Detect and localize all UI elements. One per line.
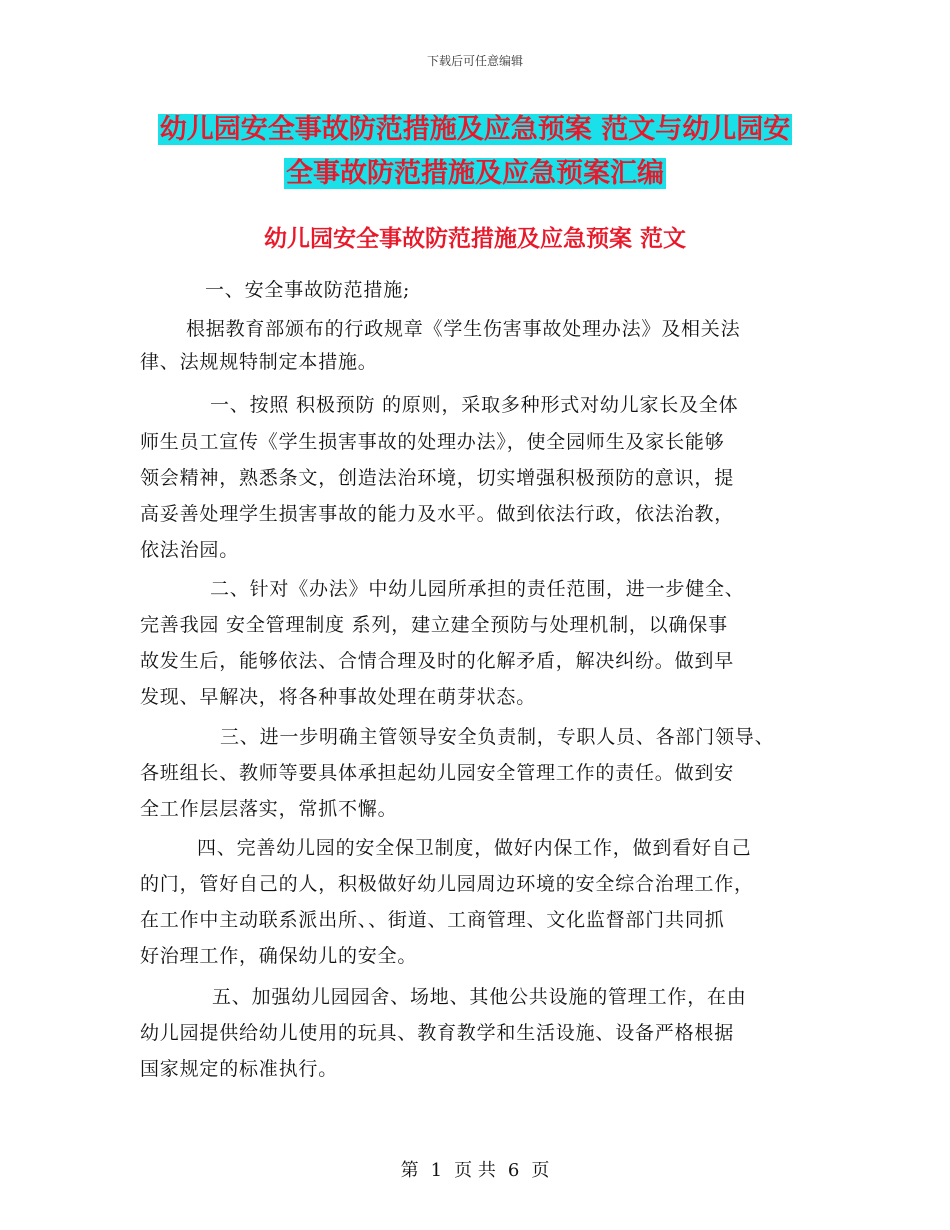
footer-prefix: 第 <box>400 1160 419 1181</box>
footer-middle: 页 共 <box>454 1160 496 1181</box>
body-line: 完善我园 安全管理制度 系列，建立建全预防与处理机制，以确保事 <box>140 614 728 636</box>
body-line: 领会精神，熟悉条文，创造法治环境，切实增强积极预防的意识，提 <box>140 467 735 489</box>
title-highlight-1: 幼儿园安全事故防范措施及应急预案 范文与幼儿园安 <box>159 114 791 145</box>
section-subtitle: 幼儿园安全事故防范措施及应急预案 范文 <box>263 225 686 252</box>
body-line: 的门，管好自己的人，积极做好幼儿园周边环境的安全综合治理工作， <box>140 873 754 895</box>
title-highlight-2: 全事故防范措施及应急预案汇编 <box>286 158 664 189</box>
body-line: 各班组长、教师等要具体承担起幼儿园安全管理工作的责任。做到安 <box>140 762 735 784</box>
page-footer <box>0 1156 950 1182</box>
body-line: 幼儿园提供给幼儿使用的玩具、教育教学和生活设施、设备严格根据 <box>140 1022 735 1044</box>
body-line: 好治理工作，确保幼儿的安全。 <box>140 945 418 967</box>
document-title-line-1 <box>0 110 950 150</box>
body-line: 一、按照 积极预防 的原则，采取多种形式对幼儿家长及全体 <box>210 394 739 416</box>
body-line: 故发生后，能够依法、合情合理及时的化解矛盾，解决纠纷。做到早 <box>140 650 735 672</box>
body-line: 一、安全事故防范措施; <box>205 279 411 301</box>
body-line: 发现、早解决，将各种事故处理在萌芽状态。 <box>140 686 537 708</box>
document-title-line-2 <box>0 154 950 194</box>
footer-page-number: 1 <box>430 1160 443 1181</box>
body-line: 根据教育部颁布的行政规章《学生伤害事故处理办法》及相关法 <box>186 318 741 340</box>
page-header-note: 下载后可任意编辑 <box>426 54 523 68</box>
footer-total-pages: 6 <box>507 1160 520 1181</box>
body-line: 三、进一步明确主管领导安全负责制，专职人员、各部门领导、 <box>220 726 775 748</box>
body-line: 依法治园。 <box>140 539 240 561</box>
body-line: 国家规定的标准执行。 <box>140 1058 339 1080</box>
body-line: 全工作层层落实，常抓不懈。 <box>140 798 398 820</box>
footer-suffix: 页 <box>531 1160 550 1181</box>
body-line: 律、法规规特制定本措施。 <box>140 351 378 373</box>
body-line: 四、完善幼儿园的安全保卫制度，做好内保工作，做到看好自己 <box>197 837 752 859</box>
body-line: 二、针对《办法》中幼儿园所承担的责任范围，进一步健全、 <box>210 578 745 600</box>
body-line: 五、加强幼儿园园舍、场地、其他公共设施的管理工作，在由 <box>212 986 747 1008</box>
body-line: 高妥善处理学生损害事故的能力及水平。做到依法行政，依法治教， <box>140 503 735 525</box>
body-line: 师生员工宣传《学生损害事故的处理办法》，使全园师生及家长能够 <box>140 431 725 453</box>
body-line: 在工作中主动联系派出所、、街道、工商管理、文化监督部门共同抓 <box>140 909 725 931</box>
